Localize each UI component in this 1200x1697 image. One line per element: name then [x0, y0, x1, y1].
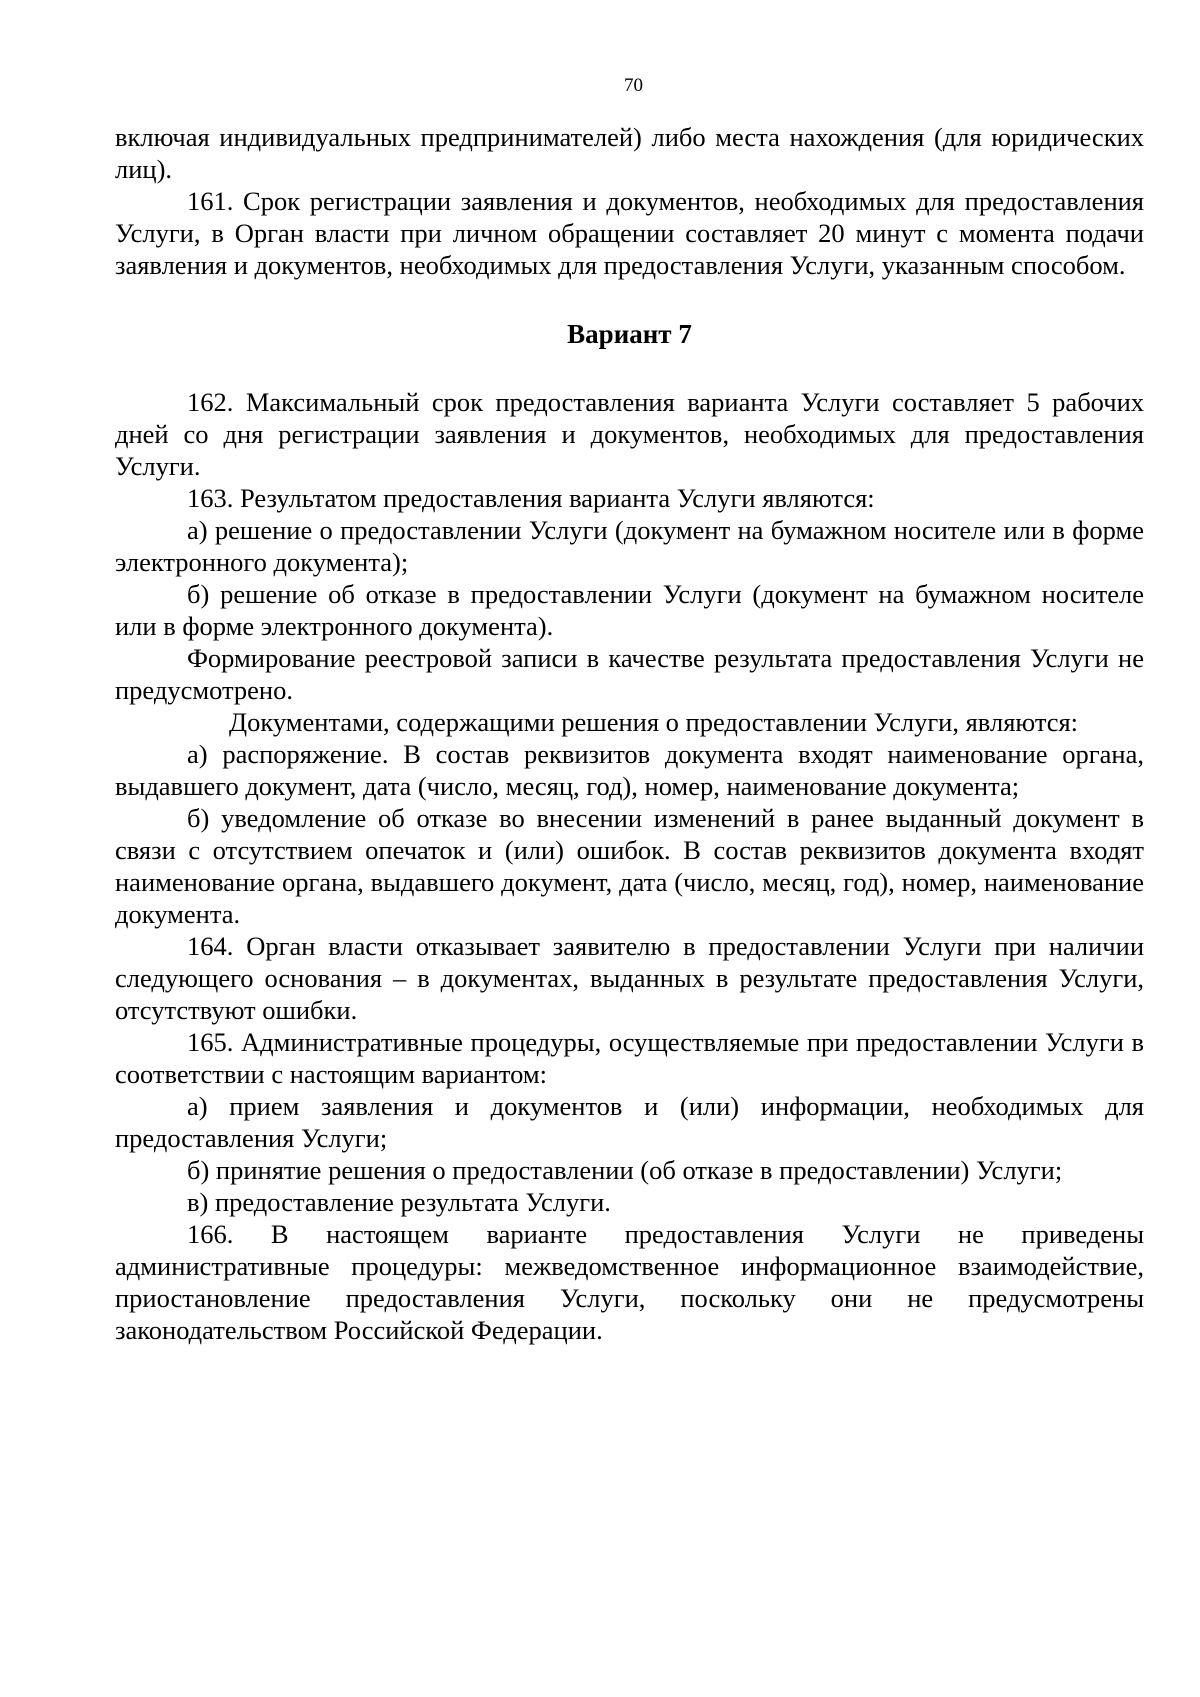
paragraph-165-a: а) прием заявления и документов и (или) информации, необходимых для предоставления Услуги; — [115, 1091, 1144, 1153]
paragraph-163: 163. Результатом предоставления варианта Услуги являются: — [187, 483, 875, 513]
paragraph-decision-b: б) уведомление об отказе во внесении изменений в ранее выданный документ в связи с отсутствием опечаток и (или) ошибок. В состав реквизитов документа входят наименование органа, выдавшего документ, дата (число, месяц, год), номер, наименование документа. — [115, 803, 1144, 929]
paragraph-decision-a: а) распоряжение. В состав реквизитов документа входят наименование органа, выдавшего документ, дата (число, месяц, год), номер, наименование документа; — [115, 739, 1144, 801]
paragraph-161: 161. Срок регистрации заявления и документов, необходимых для предоставления Услуги, в Орган власти при личном обращении составляет 20 минут с момента подачи заявления и документов, необходимых для предоставления Услуги, указанным способом. — [115, 186, 1144, 280]
paragraph-registry-record: Формирование реестровой записи в качестве результата предоставления Услуги не предусмотрено. — [115, 643, 1144, 705]
page-number: 70 — [624, 75, 643, 96]
paragraph-164: 164. Орган власти отказывает заявителю в предоставлении Услуги при наличии следующего основания – в документах, выданных в результате предоставления Услуги, отсутствуют ошибки. — [115, 931, 1144, 1025]
paragraph-decision-documents: Документами, содержащими решения о предоставлении Услуги, являются: — [229, 707, 1079, 737]
section-heading: Вариант 7 — [567, 319, 692, 349]
paragraph-163-a: а) решение о предоставлении Услуги (документ на бумажном носителе или в форме электронного документа); — [115, 515, 1144, 577]
paragraph-165-c: в) предоставление результата Услуги. — [187, 1187, 611, 1217]
paragraph-continuation: включая индивидуальных предпринимателей) либо места нахождения (для юридических лиц). — [115, 122, 1144, 184]
paragraph-165: 165. Административные процедуры, осуществляемые при предоставлении Услуги в соответствии с настоящим вариантом: — [115, 1027, 1144, 1089]
document-body — [115, 121, 1144, 1346]
paragraph-165-b: б) принятие решения о предоставлении (об отказе в предоставлении) Услуги; — [187, 1155, 1063, 1185]
paragraph-163-b: б) решение об отказе в предоставлении Услуги (документ на бумажном носителе или в форме электронного документа). — [115, 579, 1144, 641]
paragraph-166: 166. В настоящем варианте предоставления Услуги не приведены административные процедуры: межведомственное информационное взаимодействие, приостановление предоставления Услуги, поскольку они не предусмотрены законодательством Российской Федерации. — [115, 1219, 1144, 1345]
paragraph-162: 162. Максимальный срок предоставления варианта Услуги составляет 5 рабочих дней со дня регистрации заявления и документов, необходимых для предоставления Услуги. — [115, 387, 1144, 481]
